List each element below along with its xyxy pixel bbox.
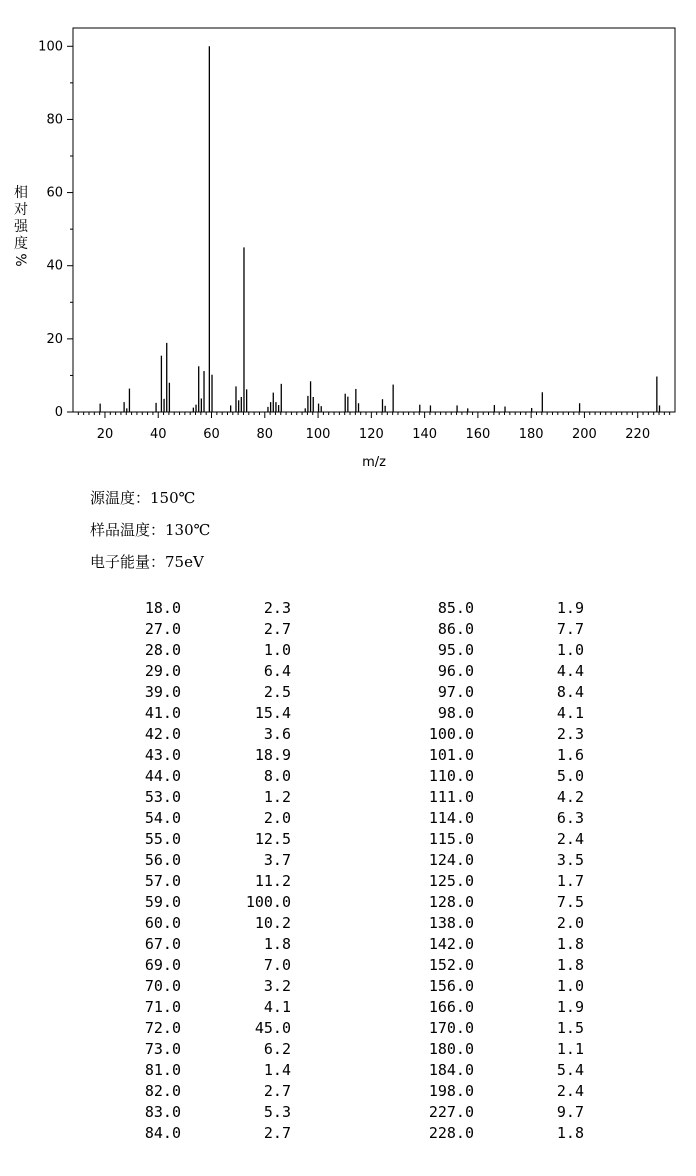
peak-mz: 56.0 [144, 851, 181, 869]
peak-abundance: 2.7 [263, 620, 291, 638]
peak-abundance: 5.0 [556, 767, 584, 785]
peak-abundance: 1.8 [556, 935, 584, 953]
peak-abundance: 45.0 [254, 1019, 291, 1037]
peak-abundance: 2.0 [556, 914, 584, 932]
electron-energy: 电子能量：75eV [90, 553, 204, 571]
peak-abundance: 1.0 [556, 641, 584, 659]
peak-abundance: 6.3 [556, 809, 584, 827]
y-label-char: % [12, 253, 28, 267]
x-tick-label: 40 [149, 427, 167, 442]
peak-mz: 125.0 [428, 872, 474, 890]
peak-mz: 111.0 [428, 788, 474, 806]
y-axis [38, 39, 73, 420]
peak-mz: 27.0 [144, 620, 181, 638]
peak-mz: 44.0 [144, 767, 181, 785]
peak-mz: 29.0 [144, 662, 181, 680]
y-tick-label: 40 [46, 258, 63, 274]
peak-mz: 71.0 [144, 998, 181, 1016]
peak-mz: 97.0 [437, 683, 474, 701]
x-tick-label: 180 [518, 427, 544, 442]
peak-abundance: 5.4 [556, 1061, 584, 1079]
x-tick-label: 140 [412, 427, 438, 442]
peak-abundance: 2.4 [556, 1082, 584, 1100]
y-tick-label: 100 [38, 39, 63, 55]
peak-abundance: 2.7 [263, 1124, 291, 1142]
peak-abundance: 1.8 [556, 1124, 584, 1142]
peak-abundance: 1.8 [556, 956, 584, 974]
peak-mz: 84.0 [144, 1124, 181, 1142]
peak-abundance: 1.7 [556, 872, 584, 890]
peak-mz: 42.0 [144, 725, 181, 743]
peak-abundance: 3.6 [263, 725, 291, 743]
peak-mz: 57.0 [144, 872, 181, 890]
peak-mz: 124.0 [428, 851, 474, 869]
peak-mz: 54.0 [144, 809, 181, 827]
peak-mz: 81.0 [144, 1061, 181, 1079]
peak-abundance: 5.3 [263, 1103, 291, 1121]
peak-abundance: 8.0 [263, 767, 291, 785]
peak-abundance: 3.2 [263, 977, 291, 995]
peak-mz: 152.0 [428, 956, 474, 974]
y-tick-label: 60 [46, 185, 63, 201]
peak-mz: 55.0 [144, 830, 181, 848]
x-axis [78, 412, 669, 442]
peak-abundance: 2.5 [263, 683, 291, 701]
peak-abundance: 12.5 [254, 830, 291, 848]
x-tick-label: 20 [96, 427, 114, 442]
x-tick-label: 80 [256, 427, 274, 442]
peak-abundance: 11.2 [254, 872, 291, 890]
plot-frame [73, 28, 675, 412]
peak-abundance: 4.2 [556, 788, 584, 806]
peak-abundance: 100.0 [245, 893, 291, 911]
peak-abundance: 4.1 [556, 704, 584, 722]
source-temperature: 源温度：150℃ [90, 489, 196, 507]
peak-mz: 227.0 [428, 1103, 474, 1121]
peak-mz: 170.0 [428, 1019, 474, 1037]
peak-mz: 85.0 [437, 599, 474, 617]
y-axis-label [12, 184, 29, 267]
peak-abundance: 1.4 [263, 1061, 291, 1079]
peak-abundance: 1.0 [263, 641, 291, 659]
peak-mz: 83.0 [144, 1103, 181, 1121]
y-label-char: 对 [14, 202, 28, 218]
peak-abundance: 1.2 [263, 788, 291, 806]
peak-abundance: 1.8 [263, 935, 291, 953]
x-tick-label: 100 [305, 427, 331, 442]
x-tick-label: 120 [358, 427, 384, 442]
peak-abundance: 18.9 [254, 746, 291, 764]
peak-abundance: 3.5 [556, 851, 584, 869]
y-tick-label: 20 [46, 331, 63, 347]
peak-abundance: 2.0 [263, 809, 291, 827]
peak-mz: 18.0 [144, 599, 181, 617]
peak-mz: 70.0 [144, 977, 181, 995]
y-label-char: 强 [14, 219, 28, 235]
peak-mz: 156.0 [428, 977, 474, 995]
peak-abundance: 3.7 [263, 851, 291, 869]
y-tick-label: 0 [54, 405, 63, 420]
peak-mz: 180.0 [428, 1040, 474, 1058]
peak-mz: 60.0 [144, 914, 181, 932]
mass-spectrum-chart [0, 0, 696, 480]
peak-mz: 96.0 [437, 662, 474, 680]
peak-mz: 69.0 [144, 956, 181, 974]
peak-abundance: 4.4 [556, 662, 584, 680]
peak-abundance: 9.7 [556, 1103, 584, 1121]
x-tick-label: 60 [203, 427, 220, 442]
peak-mz: 114.0 [428, 809, 474, 827]
peak-mz: 100.0 [428, 725, 474, 743]
peak-abundance: 7.0 [263, 956, 291, 974]
peak-abundance: 1.6 [556, 746, 584, 764]
peak-mz: 228.0 [428, 1124, 474, 1142]
peak-mz: 39.0 [144, 683, 181, 701]
peak-mz: 73.0 [144, 1040, 181, 1058]
peak-mz: 166.0 [428, 998, 474, 1016]
peak-mz: 198.0 [428, 1082, 474, 1100]
peak-abundance: 1.1 [556, 1040, 584, 1058]
peak-abundance: 2.3 [556, 725, 584, 743]
y-label-char: 度 [14, 236, 28, 252]
peak-mz: 138.0 [428, 914, 474, 932]
peak-abundance: 1.9 [556, 998, 584, 1016]
x-axis-label: m/z [362, 455, 386, 470]
peak-mz: 67.0 [144, 935, 181, 953]
y-label-char: 相 [14, 185, 28, 201]
peak-abundance: 10.2 [254, 914, 291, 932]
y-tick-label: 80 [46, 112, 63, 128]
peak-abundance: 6.2 [263, 1040, 291, 1058]
peak-abundance: 7.7 [556, 620, 584, 638]
peak-abundance: 6.4 [263, 662, 291, 680]
peak-mz: 28.0 [144, 641, 181, 659]
peak-abundance: 2.4 [556, 830, 584, 848]
peak-abundance: 1.0 [556, 977, 584, 995]
peak-abundance: 4.1 [263, 998, 291, 1016]
peak-mz: 101.0 [428, 746, 474, 764]
peak-mz: 115.0 [428, 830, 474, 848]
peak-mz: 59.0 [144, 893, 181, 911]
peak-mz: 184.0 [428, 1061, 474, 1079]
peak-mz: 128.0 [428, 893, 474, 911]
peak-mz: 142.0 [428, 935, 474, 953]
peak-mz: 53.0 [144, 788, 181, 806]
peak-abundance: 2.3 [263, 599, 291, 617]
peak-abundance: 15.4 [254, 704, 291, 722]
peak-abundance: 8.4 [556, 683, 584, 701]
peak-mz: 72.0 [144, 1019, 181, 1037]
peak-mz: 41.0 [144, 704, 181, 722]
peak-abundance: 2.7 [263, 1082, 291, 1100]
x-tick-label: 220 [625, 427, 651, 442]
peak-abundance: 1.5 [556, 1019, 584, 1037]
peak-mz: 110.0 [428, 767, 474, 785]
peak-mz: 95.0 [437, 641, 474, 659]
x-tick-label: 200 [572, 427, 597, 442]
peak-abundance: 7.5 [556, 893, 584, 911]
peak-mz: 82.0 [144, 1082, 181, 1100]
peak-mz: 98.0 [437, 704, 474, 722]
peak-mz: 86.0 [437, 620, 474, 638]
peak-abundance: 1.9 [556, 599, 584, 617]
peak-mz: 43.0 [144, 746, 181, 764]
peak-bars [100, 46, 659, 412]
x-tick-label: 160 [465, 427, 491, 442]
sample-temperature: 样品温度：130℃ [90, 521, 211, 539]
